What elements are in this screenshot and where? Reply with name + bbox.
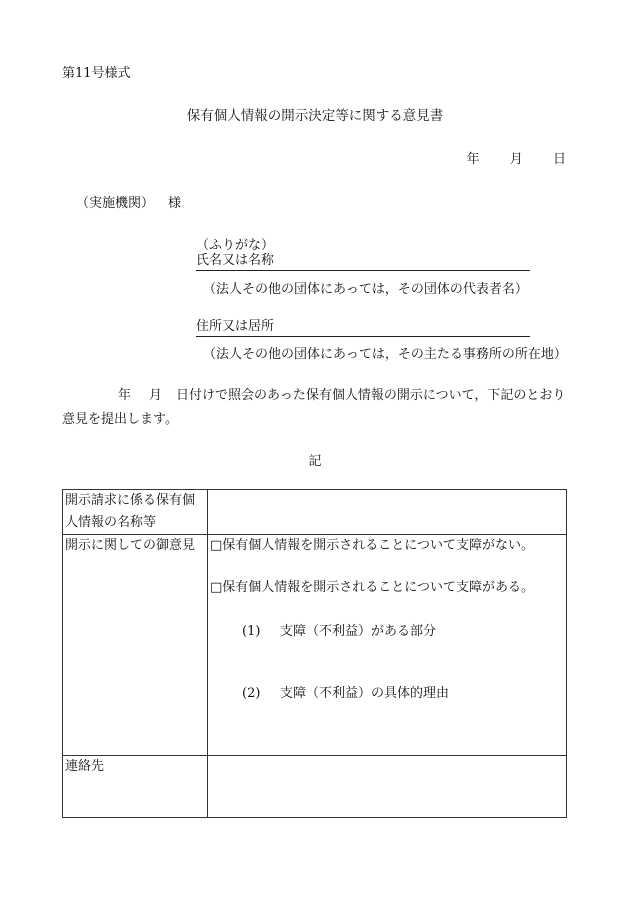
opinion-cell: [208, 535, 567, 756]
document-title: 保有個人情報の開示決定等に関する意見書: [186, 108, 444, 124]
opinion-label: 開示に関しての御意見: [63, 535, 208, 756]
contact-label: 連絡先: [63, 756, 208, 818]
date-year: 年: [466, 152, 480, 167]
name-note: （法人その他の団体にあっては，その団体の代表者名）: [203, 282, 528, 297]
name-field[interactable]: [196, 252, 530, 271]
addressee-label: （実施機関）: [76, 196, 155, 211]
item1-text: 支障（不利益）がある部分: [280, 624, 437, 639]
address-note: （法人その他の団体にあっては，その主たる事務所の所在地）: [203, 347, 567, 362]
address-field[interactable]: [196, 318, 530, 337]
item2-number: (2): [242, 686, 261, 701]
item1-number: (1): [242, 624, 261, 639]
option-no-objection[interactable]: □保有個人情報を開示されることについて支障がない。: [210, 538, 535, 553]
address-label: 住所又は居所: [196, 319, 275, 334]
table-row: [63, 490, 567, 535]
body-year: 年: [118, 388, 132, 403]
addressee: [76, 192, 181, 211]
date-line: [441, 148, 566, 167]
objection-reason-item: [242, 683, 564, 705]
body-month: 月: [149, 388, 163, 403]
addressee-honorific: 様: [168, 196, 182, 211]
info-name-cell[interactable]: [208, 490, 567, 535]
item2-text: 支障（不利益）の具体的理由: [280, 686, 450, 701]
furigana-label: （ふりがな）: [196, 238, 275, 253]
ki-heading: 記: [308, 454, 322, 469]
contact-cell[interactable]: [208, 756, 567, 818]
opinion-table: [62, 489, 567, 818]
name-label: 氏名又は名称: [196, 253, 275, 268]
form-number: 第11号様式: [62, 66, 131, 81]
objection-part-item: [242, 621, 564, 643]
info-name-label: 開示請求に係る保有個人情報の名称等: [63, 490, 208, 535]
date-month: 月: [509, 152, 523, 167]
body-paragraph: [62, 384, 570, 432]
table-row: [63, 535, 567, 756]
date-day: 日: [552, 152, 566, 167]
table-row: [63, 756, 567, 818]
body-text: 日付けで照会のあった保有個人情報の開示について，下記のとおり意見を提出します。: [62, 388, 566, 427]
option-objection[interactable]: □保有個人情報を開示されることについて支障がある。: [210, 580, 535, 595]
